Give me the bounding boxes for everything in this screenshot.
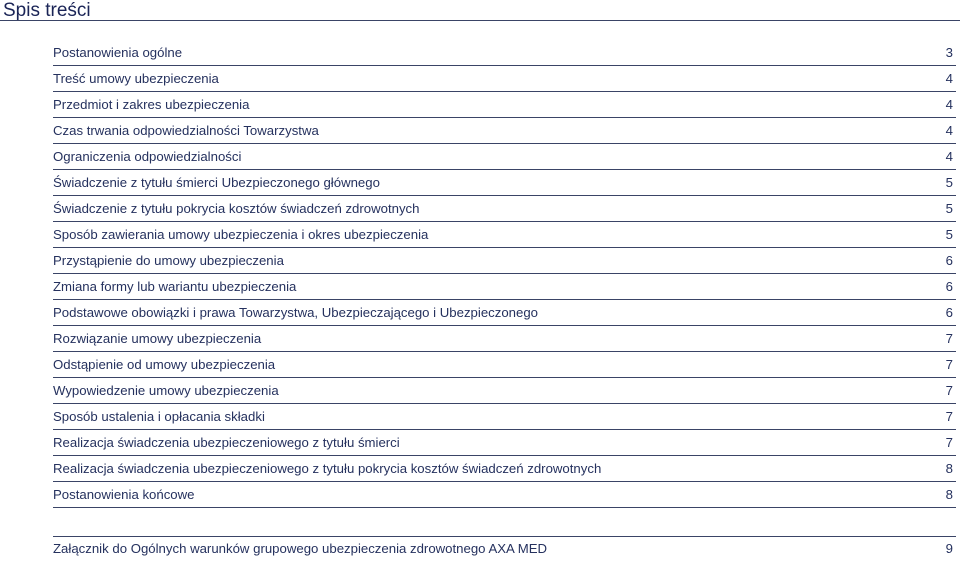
toc-entry-label: Treść umowy ubezpieczenia: [53, 71, 219, 86]
toc-entry[interactable]: [53, 326, 956, 352]
toc-entry-page: 7: [945, 409, 953, 424]
toc-entry-label: Świadczenie z tytułu śmierci Ubezpieczonego głównego: [53, 175, 380, 190]
toc-entry-label: Realizacja świadczenia ubezpieczeniowego z tytułu śmierci: [53, 435, 400, 450]
toc-entry-label: Zmiana formy lub wariantu ubezpieczenia: [53, 279, 297, 294]
toc-appendix-page: 9: [945, 541, 953, 556]
toc-entry-label: Sposób ustalenia i opłacania składki: [53, 409, 265, 424]
toc-entry-page: 7: [945, 357, 953, 372]
toc-entry-page: 4: [945, 149, 953, 164]
toc-entry-page: 4: [945, 71, 953, 86]
toc-entry-page: 4: [945, 97, 953, 112]
toc-entry-label: Podstawowe obowiązki i prawa Towarzystwa, Ubezpieczającego i Ubezpieczonego: [53, 305, 539, 320]
toc-entry-page: 5: [945, 175, 953, 190]
toc-entry[interactable]: [53, 196, 956, 222]
toc-entry-label: Realizacja świadczenia ubezpieczeniowego z tytułu pokrycia kosztów świadczeń zdrowotnych: [53, 461, 602, 476]
toc-entry[interactable]: [53, 352, 956, 378]
toc-entry-page: 8: [945, 461, 953, 476]
toc-entry-label: Wypowiedzenie umowy ubezpieczenia: [53, 383, 279, 398]
toc-appendix-entry[interactable]: [53, 536, 956, 562]
toc-entry-label: Postanowienia ogólne: [53, 45, 183, 60]
toc-entry[interactable]: [53, 144, 956, 170]
toc-entry[interactable]: [53, 40, 956, 66]
table-of-contents: [53, 40, 956, 508]
toc-entry-page: 6: [945, 253, 953, 268]
toc-entry-label: Przedmiot i zakres ubezpieczenia: [53, 97, 250, 112]
toc-entry-page: 7: [945, 383, 953, 398]
toc-entry-label: Czas trwania odpowiedzialności Towarzystwa: [53, 123, 319, 138]
toc-entry[interactable]: [53, 274, 956, 300]
toc-entry-label: Sposób zawierania umowy ubezpieczenia i okres ubezpieczenia: [53, 227, 429, 242]
toc-entry-page: 6: [945, 279, 953, 294]
toc-entry[interactable]: [53, 92, 956, 118]
toc-entry[interactable]: [53, 430, 956, 456]
toc-entry-page: 5: [945, 201, 953, 216]
toc-entry[interactable]: [53, 404, 956, 430]
toc-entry-page: 6: [945, 305, 953, 320]
toc-entry[interactable]: [53, 222, 956, 248]
toc-entry-page: 7: [945, 331, 953, 346]
toc-entry-label: Ograniczenia odpowiedzialności: [53, 149, 242, 164]
toc-entry-page: 8: [945, 487, 953, 502]
toc-entry[interactable]: [53, 118, 956, 144]
toc-entry-page: 4: [945, 123, 953, 138]
toc-entry-page: 7: [945, 435, 953, 450]
toc-entry-label: Przystąpienie do umowy ubezpieczenia: [53, 253, 284, 268]
toc-entry[interactable]: [53, 248, 956, 274]
toc-entry-label: Postanowienia końcowe: [53, 487, 195, 502]
toc-entry-label: Rozwiązanie umowy ubezpieczenia: [53, 331, 262, 346]
page-title: Spis treści: [3, 0, 91, 21]
toc-entry[interactable]: [53, 378, 956, 404]
toc-appendix-label: Załącznik do Ogólnych warunków grupowego ubezpieczenia zdrowotnego AXA MED: [53, 541, 548, 556]
toc-entry[interactable]: [53, 456, 956, 482]
toc-entry[interactable]: [53, 482, 956, 508]
title-divider: [0, 20, 960, 21]
toc-entry-page: 3: [945, 45, 953, 60]
toc-entry-label: Świadczenie z tytułu pokrycia kosztów świadczeń zdrowotnych: [53, 201, 420, 216]
toc-entry-page: 5: [945, 227, 953, 242]
toc-entry[interactable]: [53, 170, 956, 196]
toc-entry-label: Odstąpienie od umowy ubezpieczenia: [53, 357, 276, 372]
toc-entry[interactable]: [53, 300, 956, 326]
toc-entry[interactable]: [53, 66, 956, 92]
